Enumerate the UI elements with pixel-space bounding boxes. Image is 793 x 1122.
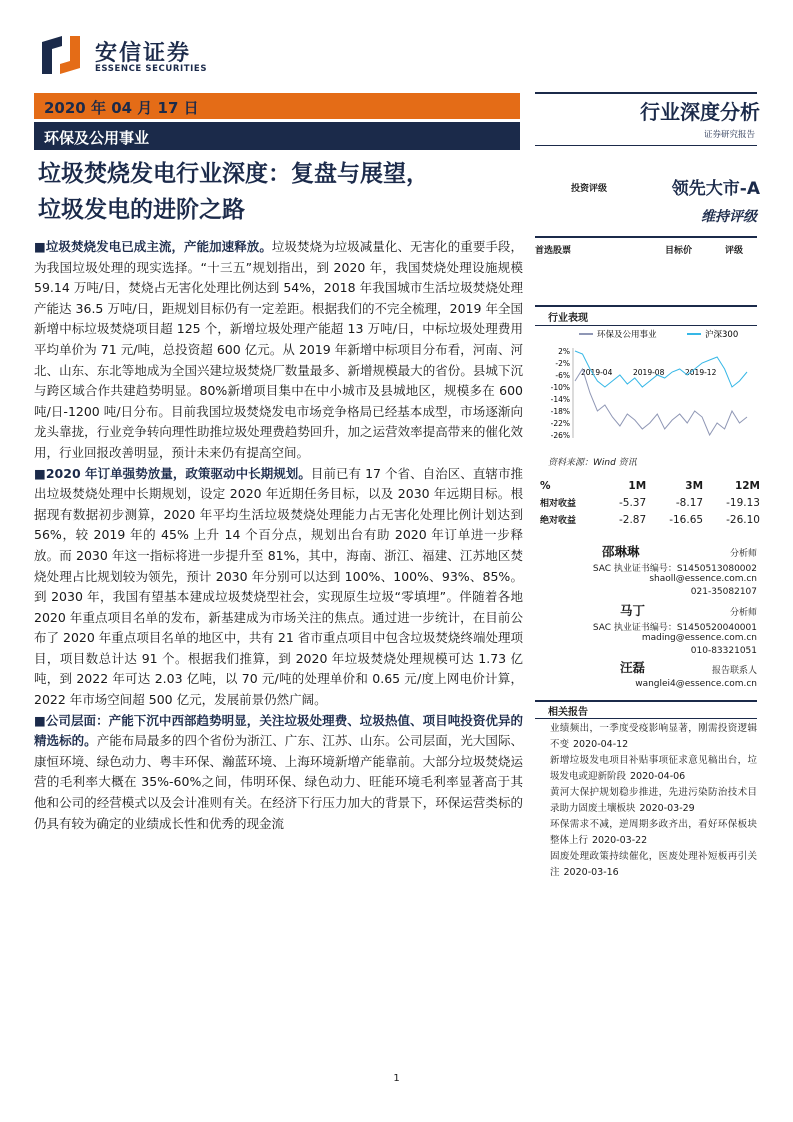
legend-label-sector: 环保及公用事业: [597, 330, 657, 340]
related-report-item[interactable]: [550, 849, 757, 881]
paragraph-lead: ■公司层面：产能下沉中西部趋势明显，关注垃圾处理费、垃圾热值、项目吨投资优异的精选标的。: [34, 712, 523, 749]
rating-value: 领先大市-A: [671, 179, 760, 199]
performance-row-absolute: [540, 511, 760, 528]
industry-performance-chart: [537, 326, 757, 446]
performance-title: 行业表现: [548, 313, 588, 324]
analyst-phone: 010-83321051: [690, 646, 757, 656]
analyst-sac: SAC 执业证书编号：S1450520040001: [592, 623, 757, 633]
page-number: 1: [393, 1073, 400, 1084]
related-report-date: 2020-04-06: [630, 771, 686, 782]
summary-paragraph: [34, 711, 523, 835]
x-tick-label: 2019-12: [685, 368, 717, 377]
analyst-email[interactable]: wanglei4@essence.com.cn: [635, 679, 757, 689]
analyst-email[interactable]: mading@essence.com.cn: [641, 633, 757, 643]
page-title: [38, 156, 528, 228]
perf-header-cell: 3M: [685, 480, 704, 492]
analyst-role: 报告联系人: [711, 666, 757, 676]
related-report-item[interactable]: [550, 753, 757, 785]
y-tick-label: -6%: [555, 371, 570, 380]
report-date: 2020 年 04 月 17 日: [44, 99, 199, 117]
related-report-date: 2020-03-29: [639, 803, 695, 814]
company-logo-icon: [40, 34, 82, 76]
rating-label: 投资评级: [571, 184, 608, 194]
y-tick-label: -26%: [550, 431, 570, 440]
related-report-title[interactable]: 固废处理政策持续催化，医废处理补短板再引关注: [550, 851, 757, 878]
analyst-role: 分析师: [729, 549, 757, 559]
report-subtype: 证券研究报告: [703, 130, 755, 140]
analyst-sac: SAC 执业证书编号：S1450513080002: [592, 564, 757, 574]
analyst-name: 马丁: [620, 603, 646, 618]
chart-source: 资料来源：Wind 资讯: [548, 458, 637, 468]
x-tick-label: 2019-04: [581, 368, 613, 377]
perf-cell: -5.37: [619, 496, 647, 509]
paragraph-text: 垃圾焚烧为垃圾减量化、无害化的重要手段，为我国垃圾处理的现实选择。“十三五”规划指出，到 2020 年，我国焚烧处理设施规模 59.14 万吨/日，焚烧占无害化处理比例达到 54%，2018 年我国城市生活垃圾焚烧处理产能达 36.5 万吨/日，距规划目标仍有一定差距。根据我们的不完全梳理，2019 年全国新增中标垃圾焚烧项目超 125 个，新增垃圾处理产能超 13 万吨/日，中标垃圾处理费用平均单价为 71 元/吨，总投资超 600 亿元。从 2019 年新增中标项目分布看，河南、河北、山东、东北等地成为全国兴建垃圾焚烧厂数量最多、新增规模最大的省份。县城下沉与跨区域合作共建趋势明显。80%新增项目集中在中小城市及县城地区，规模多在 600 吨/日-1200 吨/日分布。目前我国垃圾焚烧发电市场竞争格局已经基本成型，市场逐渐向龙头靠拢，行业竞争转向理性助推垃圾处理费趋势回升，加之运营效率提高带来的催化效用，行业回报改善明显，预计未来仍有提高空间。: [34, 239, 523, 460]
report-type: 行业深度分析: [640, 100, 760, 124]
related-report-title[interactable]: 环保需求不减，逆周期多政齐出，看好环保板块整体上行: [550, 819, 757, 846]
y-tick-label: -2%: [555, 359, 570, 368]
title-line-1: 垃圾焚烧发电行业深度：复盘与展望，: [38, 161, 429, 187]
sector-label: 环保及公用事业: [44, 129, 150, 147]
related-report-item[interactable]: [550, 721, 757, 753]
related-reports-title: 相关报告: [548, 707, 588, 718]
related-report-date: 2020-03-22: [592, 835, 648, 846]
divider: [535, 92, 757, 94]
performance-row-relative: [540, 494, 760, 511]
summary-paragraph: [34, 464, 523, 711]
related-report-date: 2020-04-12: [573, 739, 629, 750]
series-line-sector: [575, 369, 747, 435]
picks-col-stock: 首选股票: [535, 246, 572, 256]
analyst-role: 分析师: [729, 608, 757, 618]
related-report-title[interactable]: 新增垃圾发电项目补贴事项征求意见稿出台，垃圾发电或迎新阶段: [550, 755, 757, 782]
related-report-date: 2020-03-16: [563, 867, 619, 878]
paragraph-lead: ■2020 年订单强势放量，政策驱动中长期规划。: [34, 465, 311, 481]
rating-maintain: 维持评级: [701, 209, 757, 225]
paragraph-text: 目前已有 17 个省、自治区、直辖市推出垃圾焚烧处理中长期规划，设定 2020 年近期任务目标，以及 2030 年远期目标。根据现有数据初步测算，2020 年平均生活垃圾焚烧处理能力占无害化处理比例计划达到 56%，较 2019 年的 45% 上升 14 个百分点，规划出台有助 2020 年订单进一步释放。而 2030 年这一指标将进一步提升至 81%，其中，海南、浙江、福建、江苏地区焚烧处理占比规划较为领先，预计 2030 年分别可以达到 100%、100%、93%、85%。到 2030 年，我国有望基本建成垃圾焚烧型社会，实现原生垃圾“零填埋”。伴随着各地 2020 年重点项目名单的发布，新基建成为市场关注的焦点。通过进一步统计，在目前公布了 2020 年重点项目名单的地区中，共有 21 省市重点项目中包含垃圾焚烧终端处理项目，项目数总计达 91 个。根据我们推算，到 2020 年垃圾焚烧处理规模可达 1.73 亿吨，到 2022 年可达 2.03 亿吨，以 70 元/吨的处理单价和 0.65 元/度上网电价计算， 2022 年市场空间超 500 亿元，发展前景仍然广阔。: [34, 465, 523, 708]
perf-cell: -16.65: [669, 513, 704, 526]
analyst-card: [535, 658, 757, 690]
perf-header-cell: 1M: [628, 480, 647, 492]
related-report-item[interactable]: [550, 785, 757, 817]
top-picks-header: [535, 236, 757, 256]
perf-cell: -19.13: [726, 496, 760, 509]
divider: [535, 145, 757, 146]
analyst-phone: 021-35082107: [690, 587, 757, 597]
analyst-card: [535, 601, 757, 661]
perf-header-cell: %: [540, 480, 551, 492]
perf-cell: -8.17: [675, 496, 704, 509]
y-tick-label: -14%: [550, 395, 570, 404]
title-line-2: 垃圾发电的进阶之路: [38, 197, 245, 223]
performance-table: [540, 478, 760, 528]
company-name-en: ESSENCE SECURITIES: [95, 64, 208, 74]
perf-row-label: 相对收益: [540, 499, 577, 509]
chart-legend: [579, 329, 738, 340]
related-reports-list: [550, 721, 757, 881]
paragraph-lead: ■垃圾焚烧发电已成主流，产能加速释放。: [34, 239, 272, 254]
perf-cell: -26.10: [726, 513, 760, 526]
analyst-name: 邵琳琳: [602, 544, 640, 559]
y-tick-label: -22%: [550, 419, 570, 428]
report-body: [34, 237, 523, 834]
perf-row-label: 绝对收益: [540, 516, 577, 526]
company-name-cn: 安信证券: [95, 41, 192, 66]
y-tick-label: -10%: [550, 383, 570, 392]
analyst-name: 汪磊: [620, 660, 646, 675]
performance-header-row: [540, 478, 760, 494]
picks-col-target: 目标价: [665, 246, 693, 256]
legend-label-csi300: 沪深300: [705, 330, 739, 340]
related-report-title[interactable]: 业绩频出，一季度受疫影响显著，刚需投资逻辑不变: [550, 723, 757, 750]
y-tick-label: 2%: [558, 347, 570, 356]
y-tick-label: -18%: [550, 407, 570, 416]
summary-paragraph: [34, 237, 523, 464]
related-report-title[interactable]: 黄河大保护规划稳步推进，先进污染防治技术目录助力固废土壤板块: [550, 787, 757, 814]
x-tick-label: 2019-08: [633, 368, 665, 377]
analyst-card: [535, 542, 757, 602]
perf-header-cell: 12M: [734, 480, 760, 492]
paragraph-text: 产能布局最多的四个省份为浙江、广东、江苏、山东。公司层面，光大国际、康恒环境、绿色动力、粤丰环保、瀚蓝环境、上海环境新增产能靠前。大部分垃圾焚烧运营的毛利率大概在 35%-60%之间，伟明环保、绿色动力、旺能环境毛利率显著高于其他和公司的经营模式以及会计准则有关。在经济下行压力加大的背景下，环保运营类标的仍具有较为确定的业绩成长性和优秀的现金流: [34, 733, 523, 831]
related-report-item[interactable]: [550, 817, 757, 849]
analyst-email[interactable]: shaoll@essence.com.cn: [649, 574, 757, 584]
picks-col-rating: 评级: [725, 246, 744, 256]
perf-cell: -2.87: [619, 513, 647, 526]
